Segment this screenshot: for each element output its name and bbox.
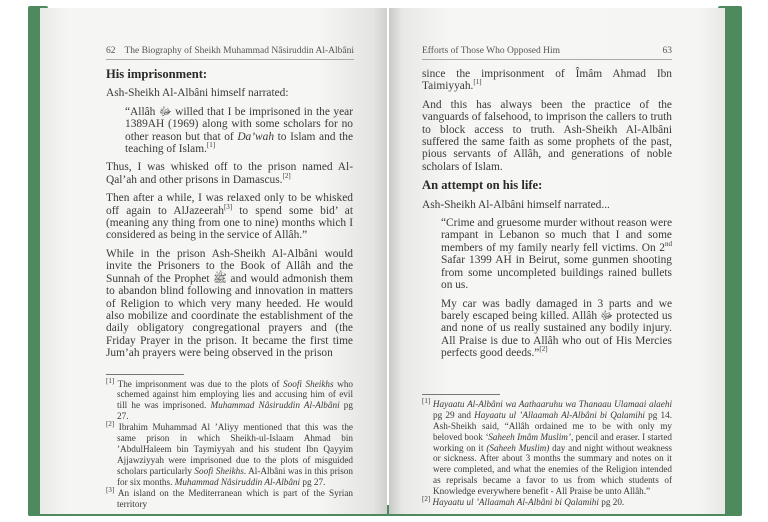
footnote-rule xyxy=(422,394,500,395)
left-paragraphs xyxy=(106,87,353,359)
right-column xyxy=(422,68,672,508)
paragraph xyxy=(106,161,353,186)
right-body xyxy=(422,68,672,366)
right-paragraphs-after xyxy=(422,199,672,360)
italic-text: Da’wah xyxy=(237,130,275,143)
left-page xyxy=(40,8,387,514)
text: “Allâh ﷻ willed that I be imprisoned in the year 1389AH (1969) along with some scholars for no other reason but that of xyxy=(125,105,353,143)
text: to spend some bid’ at (meaning any thing from one to nine) months which I considered as being in the service of Allâh.” xyxy=(106,204,353,242)
left-body xyxy=(106,68,353,366)
running-head: Efforts of Those Who Opposed Him xyxy=(422,46,561,56)
footnote-marker: [2] xyxy=(106,420,115,429)
left-column xyxy=(106,68,353,508)
italic-text: Muhammad Nâsiruddin Al-Albâni xyxy=(210,400,340,411)
text: since the imprisonment of Îmâm Ahmad Ibn Taimiyyah. xyxy=(422,68,672,93)
section-heading: His imprisonment: xyxy=(106,67,208,81)
paragraph xyxy=(422,99,672,173)
text: who schemed against him employing lies and accusing him of evil till he was imprisoned. xyxy=(117,378,354,411)
text: , pencil and eraser. I started working on it xyxy=(433,431,672,453)
footnote-marker: [1] xyxy=(473,78,482,87)
italic-text: Hayaatu ul ’Allaamah Al-Albâni bi Qalamihi xyxy=(474,409,645,420)
paragraph xyxy=(422,199,672,211)
text: An island on the Mediterranean which is part of the Syrian territory xyxy=(114,487,353,509)
block-quote xyxy=(441,298,672,360)
italic-text: Hayaatu Al-Albâni wa Aathaaruhu wa Thanaau Ulamaai alaehi xyxy=(432,398,673,409)
paragraph xyxy=(422,68,672,93)
right-running-header xyxy=(422,46,672,60)
text: pg 27. xyxy=(300,476,326,487)
paragraph xyxy=(106,192,353,242)
text: to Islam and the teaching of Islam. xyxy=(125,130,354,156)
block-quote xyxy=(125,106,353,156)
italic-text: Hayaatu ul ’Allaamah Al-Albâni bi Qalamihi xyxy=(432,497,599,508)
left-running-header xyxy=(106,46,354,60)
text: While in the prison Ash-Sheikh Al-Albâni would invite the Prisoners to the Book of Allâh and the Sunnah of the Prophet ﷺ and would admonish them to abandon blind following and innovation in matters of Religion to which very many heeded. He would also mobilize and coordinate the establishment of the daily obligatory congregational prayers and (the Friday Prayer in the prison. It became the first time Jum’ah prayers were being observed in the prison xyxy=(106,247,353,360)
right-page xyxy=(389,8,725,514)
footnote-marker: [1] xyxy=(106,376,115,385)
footnote xyxy=(106,376,354,423)
text: Ash-Sheikh Al-Albâni himself narrated: xyxy=(106,87,289,100)
text: pg 29 and xyxy=(433,409,475,420)
footnote xyxy=(106,485,353,510)
running-head: The Biography of Sheikh Muhammad Nâsiruddin Al-Albâni xyxy=(124,46,354,56)
text: day and night without weakness or sickness. After about 3 months the summary and notes on it were completed, and what the enemies of the Religion intended as reprisals became a favor to us from which students of Knowledge everywhere benefit - All Praise be unto Allâh.” xyxy=(433,442,673,497)
italic-text: Muhammad Nâsiruddin Al-Albâni xyxy=(174,476,301,487)
italic-text: Soofi Sheikhs xyxy=(283,378,334,389)
right-footnotes xyxy=(422,386,672,508)
text: . Al-Albâni was in this prison for six months. xyxy=(117,465,353,487)
footnote xyxy=(422,497,672,508)
italic-text: ‘Saheeh Imâm Muslim’ xyxy=(485,431,571,442)
text: “Crime and gruesome murder without reason were rampant in Lebanon so much that I and some members of my family nearly fell victims. On 2 xyxy=(441,217,672,254)
footnote-rule xyxy=(106,374,184,375)
section-heading: An attempt on his life: xyxy=(422,178,543,193)
paragraph xyxy=(106,87,353,99)
footnote-marker: [3] xyxy=(106,485,115,494)
right-paragraphs-before xyxy=(422,68,672,173)
page-number: 62 xyxy=(106,46,116,56)
text: pg 14. Ash-Sheikh said, “Allâh ordained me to be with only my beloved book xyxy=(433,409,673,442)
text: Ash-Sheikh Al-Albâni himself narrated... xyxy=(422,198,610,211)
text: pg 27. xyxy=(117,400,353,422)
text: And this has always been the practice of the vanguards of falsehood, to imprison the callers to truth to block access to truth. Ash-Sheikh Al-Albâni suffered the same faith as some prophets of the past, pious servants of Allâh, and generations of noble scholars of Islam. xyxy=(422,98,672,173)
footnote-marker: [2] xyxy=(422,495,431,504)
footnote xyxy=(106,422,353,487)
footnote-marker: [3] xyxy=(223,202,233,211)
page-number: 63 xyxy=(662,46,672,56)
block-quote xyxy=(441,217,672,291)
text: Safar 1399 AH in Beirut, some gunmen shooting from some uncompleted buildings rained bullets on us. xyxy=(441,254,672,292)
text: My car was badly damaged in 3 parts and we barely escaped being killed. Allâh ﷻ protected us and none of us really sustained any bodily injury. All Praise is due to Allâh who out of His Mercies perfects good deeds.” xyxy=(441,297,672,360)
text: The imprisonment was due to the plots of xyxy=(114,378,284,389)
italic-text: Soofi Sheikhs xyxy=(194,465,244,476)
text: Ibrahim Muhammad Al ’Aliyy mentioned that this was the same prison in which Sheikh-ul-Islaam Ahmad bin ’AbdulHaleem bin Taymiyyah and his student Ibn Qayyim Ajjawziyyah were imprisoned due to the plots of misguided scholars particularly xyxy=(114,422,353,476)
italic-text: (Saheeh Muslim) xyxy=(486,442,550,453)
footnote-marker: [2] xyxy=(539,345,548,354)
footnote-marker: nd xyxy=(665,240,672,249)
footnote-list xyxy=(106,376,354,510)
footnote-marker: [1] xyxy=(422,396,431,405)
footnote xyxy=(422,396,673,497)
text: pg 20. xyxy=(598,497,625,508)
footnote-marker: [2] xyxy=(282,172,291,181)
paragraph xyxy=(106,248,353,360)
text: Thus, I was whisked off to the prison named Al-Qal’ah and other prisons in Damascus. xyxy=(106,161,353,186)
footnote-marker: [1] xyxy=(206,141,216,150)
text: Then after a while, I was relaxed only to be whisked off again to AlJazeerah xyxy=(106,192,353,217)
footnote-list xyxy=(422,396,673,508)
left-footnotes xyxy=(106,366,353,510)
